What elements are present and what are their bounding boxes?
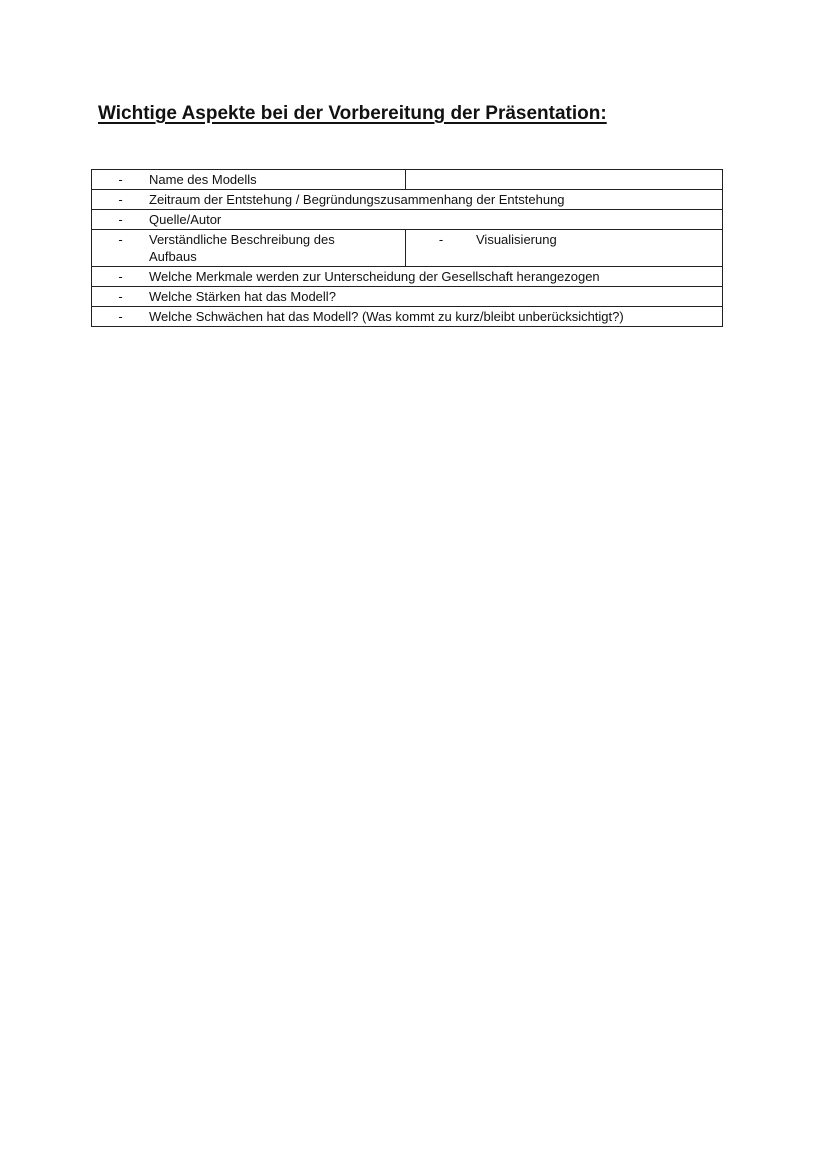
bullet-dash: - [118, 269, 123, 284]
aspect-label: Verständliche Beschreibung des Aufbaus [149, 232, 335, 264]
table-row [92, 170, 723, 190]
aspect-label: Visualisierung [476, 232, 557, 247]
table-cell [92, 307, 723, 327]
aspect-label: Welche Schwächen hat das Modell? (Was kommt zu kurz/bleibt unberücksichtigt?) [149, 309, 624, 324]
table-row [92, 210, 723, 230]
aspect-label: Quelle/Autor [149, 212, 222, 227]
table-row [92, 307, 723, 327]
table-cell [92, 267, 723, 287]
table-cell-empty [406, 170, 723, 190]
aspect-label: Welche Merkmale werden zur Unterscheidung der Gesellschaft herangezogen [149, 269, 600, 284]
bullet-dash: - [118, 192, 123, 207]
table-row [92, 287, 723, 307]
aspects-table [91, 169, 723, 327]
bullet-dash: - [118, 309, 123, 324]
table-row [92, 230, 723, 267]
bullet-dash: - [118, 212, 123, 227]
bullet-dash: - [118, 289, 123, 304]
page-title: Wichtige Aspekte bei der Vorbereitung der Präsentation: [98, 103, 607, 124]
bullet-dash: - [438, 232, 444, 247]
table-cell [92, 230, 406, 267]
bullet-dash: - [118, 232, 123, 247]
table-cell [92, 170, 406, 190]
table-row [92, 267, 723, 287]
table-cell [92, 287, 723, 307]
table-row [92, 190, 723, 210]
aspect-label: Name des Modells [149, 172, 257, 187]
table-cell [406, 230, 723, 267]
aspect-label: Zeitraum der Entstehung / Begründungszusammenhang der Entstehung [149, 192, 565, 207]
bullet-dash: - [118, 172, 123, 187]
aspect-label: Welche Stärken hat das Modell? [149, 289, 336, 304]
table-cell [92, 190, 723, 210]
table-cell [92, 210, 723, 230]
